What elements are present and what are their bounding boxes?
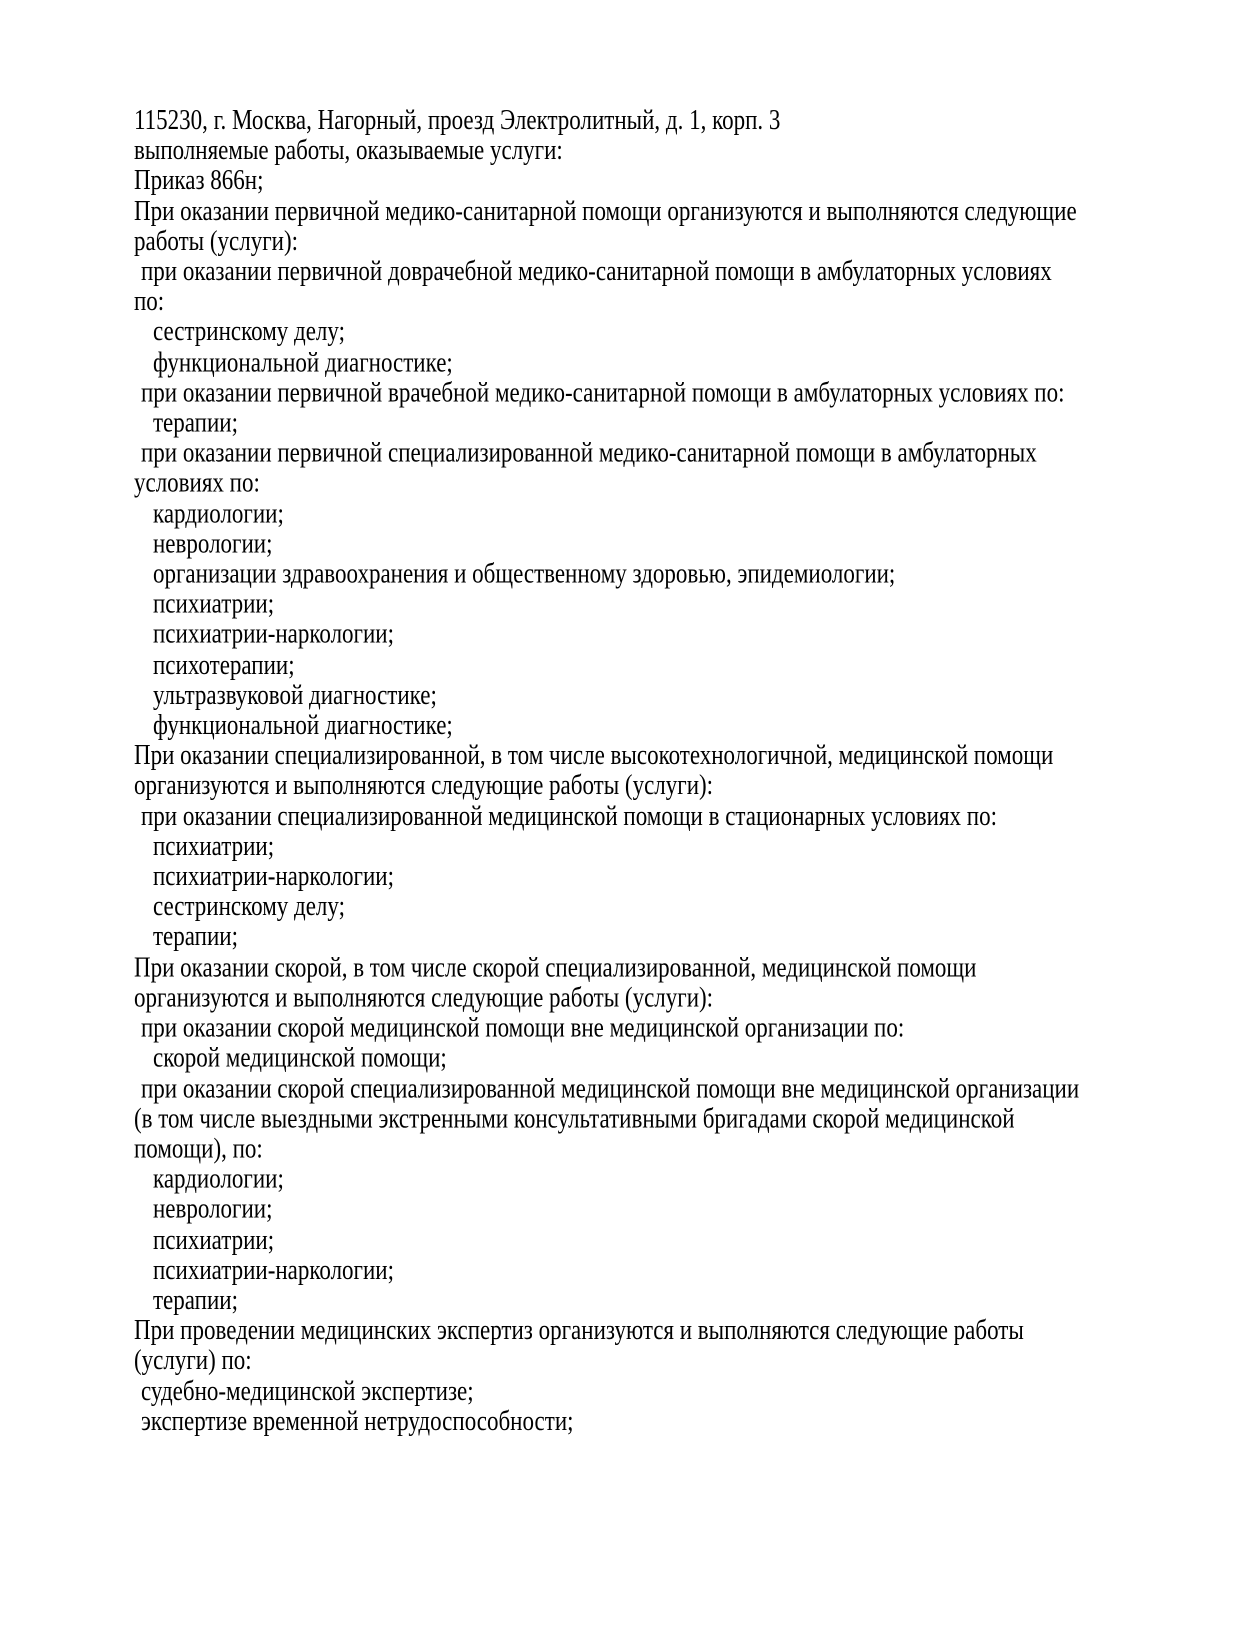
text-line: неврологии; bbox=[153, 1192, 273, 1225]
text-line: функциональной диагностике; bbox=[153, 708, 453, 741]
text-line: организации здравоохранения и общественному здоровью, эпидемиологии; bbox=[153, 557, 896, 589]
text-line: при оказании скорой специализированной медицинской помощи вне медицинской организации bbox=[141, 1071, 1080, 1104]
text-line: При оказании первичной медико-санитарной помощи организуются и выполняются следующие bbox=[134, 194, 1077, 226]
text-line: при оказании первичной специализированной медико-санитарной помощи в амбулаторных bbox=[141, 436, 1037, 468]
text-line: психиатрии; bbox=[153, 587, 275, 620]
text-line: 115230, г. Москва, Нагорный, проезд Электролитный, д. 1, корп. 3 bbox=[134, 103, 781, 135]
text-line: при оказании скорой медицинской помощи вне медицинской организации по: bbox=[141, 1011, 905, 1043]
text-line: выполняемые работы, оказываемые услуги: bbox=[134, 134, 563, 166]
text-line: терапии; bbox=[153, 406, 238, 438]
text-line: психиатрии-наркологии; bbox=[153, 1253, 394, 1285]
text-line: (в том числе выездными экстренными консультативными бригадами скорой медицинской bbox=[134, 1102, 1015, 1134]
text-line: функциональной диагностике; bbox=[153, 345, 453, 378]
text-line: При проведении медицинских экспертиз организуются и выполняются следующие работы bbox=[134, 1313, 1024, 1346]
text-line: (услуги) по: bbox=[134, 1344, 252, 1376]
text-line: ультразвуковой диагностике; bbox=[153, 678, 437, 710]
text-line: судебно-медицинской экспертизе; bbox=[141, 1374, 474, 1406]
text-line: кардиологии; bbox=[153, 497, 284, 529]
text-line: при оказании специализированной медицинской помощи в стационарных условиях по: bbox=[141, 799, 997, 831]
text-line: терапии; bbox=[153, 1283, 238, 1315]
text-line: психиатрии; bbox=[153, 829, 275, 862]
text-line: экспертизе временной нетрудоспособности; bbox=[141, 1404, 574, 1436]
text-line: Приказ 866н; bbox=[134, 164, 264, 196]
text-line: работы (услуги): bbox=[134, 224, 298, 257]
text-line: скорой медицинской помощи; bbox=[153, 1041, 447, 1073]
license-works-text bbox=[134, 105, 1194, 1436]
text-line: психотерапии; bbox=[153, 648, 295, 680]
text-line: организуются и выполняются следующие работы (услуги): bbox=[134, 769, 714, 801]
text-line: при оказании первичной врачебной медико-санитарной помощи в амбулаторных условиях по: bbox=[141, 376, 1065, 408]
text-line: условиях по: bbox=[134, 466, 260, 499]
text-line: неврологии; bbox=[153, 527, 273, 559]
text-line: терапии; bbox=[153, 920, 238, 952]
text-line: кардиологии; bbox=[153, 1162, 284, 1194]
text-line: сестринскому делу; bbox=[153, 315, 345, 347]
text-line: помощи), по: bbox=[134, 1132, 263, 1164]
text-line: организуются и выполняются следующие работы (услуги): bbox=[134, 981, 714, 1013]
text-line: по: bbox=[134, 285, 165, 317]
text-line: сестринскому делу; bbox=[153, 890, 345, 922]
text-line: психиатрии; bbox=[153, 1223, 275, 1255]
text-line: психиатрии-наркологии; bbox=[153, 860, 394, 892]
text-line: психиатрии-наркологии; bbox=[153, 618, 394, 650]
text-line: при оказании первичной доврачебной медико-санитарной помощи в амбулаторных условиях bbox=[141, 255, 1052, 287]
text-line: При оказании скорой, в том числе скорой специализированной, медицинской помощи bbox=[134, 950, 977, 983]
text-line: При оказании специализированной, в том числе высокотехнологичной, медицинской помощи bbox=[134, 739, 1054, 771]
